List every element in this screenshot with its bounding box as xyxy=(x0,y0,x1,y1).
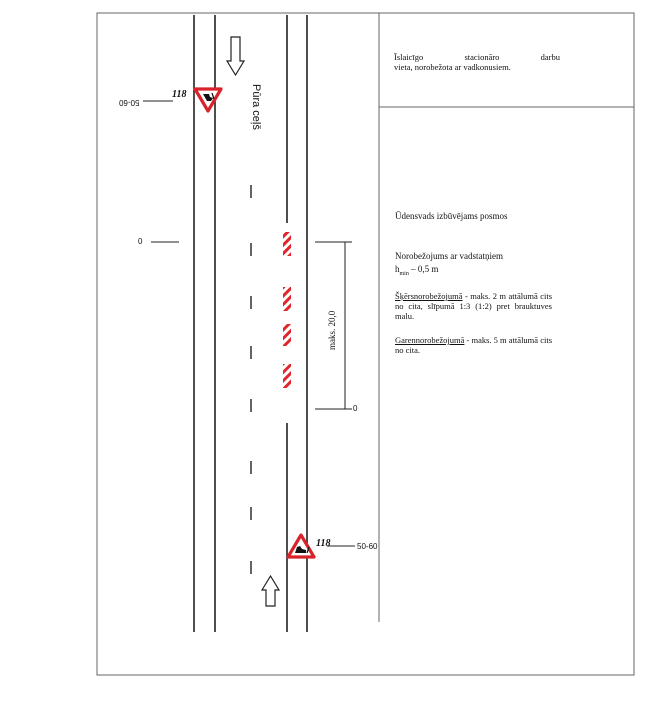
road-name-label: Pūra ceļš xyxy=(250,84,262,130)
right-zero-label: 0 xyxy=(353,404,358,413)
sheet-frame xyxy=(97,13,634,675)
legend-title xyxy=(394,52,560,72)
sign-bottom-distance: 50-60 xyxy=(357,542,378,551)
legend-barrier-label: Norobežojums ar vadstatņiem xyxy=(395,251,503,261)
height-symbol: h xyxy=(395,264,400,274)
sign-top-number: 118 xyxy=(172,89,187,100)
legend-title-line2: vieta, norobežota ar vadkonusiem. xyxy=(394,62,511,72)
transverse-title: Šķērsnorobežojumā xyxy=(395,291,463,301)
transverse-text: - maks. 2 m attālumā cits no cita, slīpumā 1:3 (1:2) pret brauktuves malu. xyxy=(395,291,552,321)
legend-title-line1: Īslaicīgo stacionāro darbu xyxy=(394,52,560,62)
left-zero-label: 0 xyxy=(138,237,143,246)
up-arrow-icon xyxy=(262,576,279,606)
height-subscript: min xyxy=(399,270,409,277)
down-arrow-icon xyxy=(227,37,244,75)
barrier-stripes xyxy=(283,232,291,388)
longitudinal-text: - maks. 5 m attālumā cits no cita. xyxy=(395,335,552,355)
sign-bottom-number: 118 xyxy=(316,538,331,549)
barrier-segment xyxy=(283,232,291,256)
legend-transverse xyxy=(395,291,552,321)
height-value: – 0,5 m xyxy=(408,264,439,274)
sign-top-distance: 50-60 xyxy=(119,98,140,107)
road-works-sign-bottom-icon xyxy=(288,535,314,557)
legend-height-spec xyxy=(395,263,438,280)
barrier-segment xyxy=(283,364,291,388)
barrier-segment xyxy=(283,324,291,346)
road-works-sign-top-icon xyxy=(195,89,221,111)
legend-section-label: Ūdensvads izbūvējams posmos xyxy=(395,211,508,221)
dimension-label: maks. 20,0 xyxy=(327,310,337,350)
longitudinal-title: Garennorobežojumā xyxy=(395,335,465,345)
legend-longitudinal xyxy=(395,335,552,355)
barrier-segment xyxy=(283,287,291,311)
